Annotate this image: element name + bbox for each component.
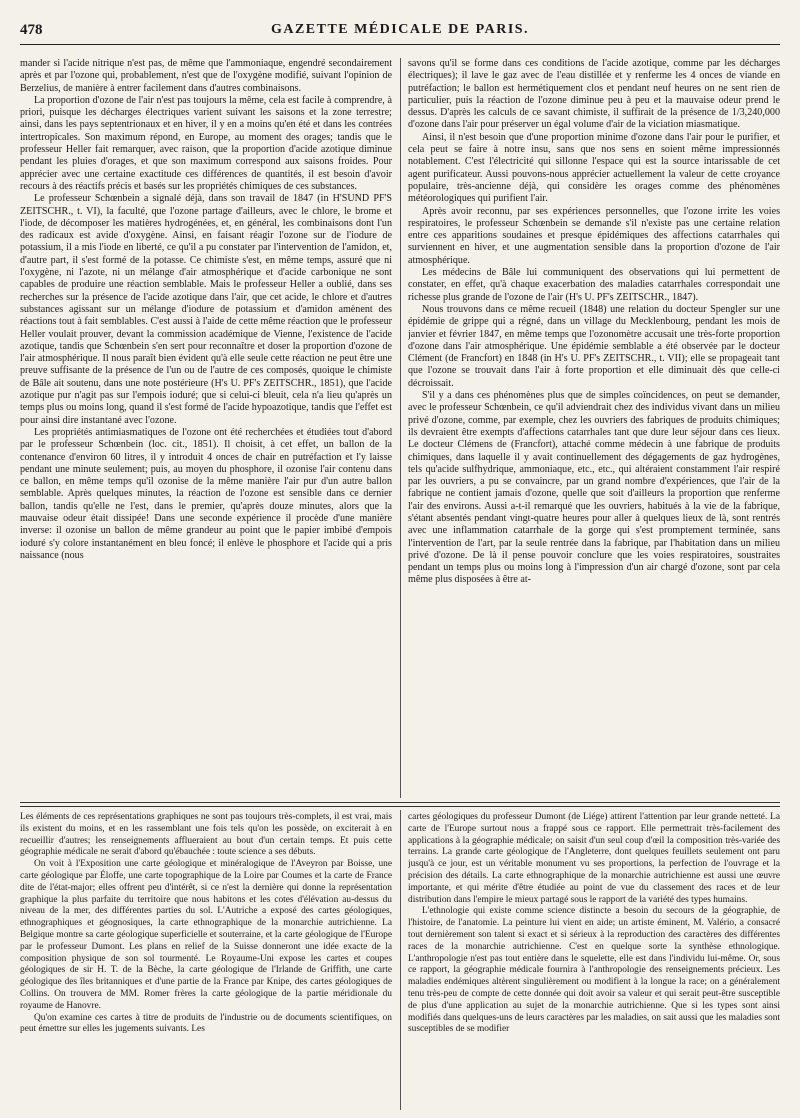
column-divider — [400, 810, 401, 1110]
paragraph: Qu'on examine ces cartes à titre de produits de l'industrie ou de documents scientifiques, on peut émettre sur elles les jugements suivants. Les — [20, 1012, 392, 1035]
section-divider — [20, 802, 780, 807]
paragraph: On voit à l'Exposition une carte géologique et minéralogique de l'Aveyron par Boisse, une carte géologique par Éloffe, une carte topographique de la Loire par Coumes et la carte de France dite de l'état-major; elles offrent peu d'intérêt, si ce n'est la dernière qui donne la représentation graphique la plus parfaite du territoire que nous habitons et les cotes d'élévation au-dessus du niveau de la mer, des différentes parties du sol. L'Autriche a exposé des cartes géologiques, ethnographiques et géognosiques, la carte ethnographique de la monarchie autrichienne. La Belgique montre sa carte géologique superficielle et souterraine, et la carte géologique de l'Europe par le professeur Dumont. Les plans en relief de la Suisse donneront une idée exacte de la composition physique de son sol tourmenté. Le Royaume-Uni expose les cartes et coupes géologiques de sir H. T. de la Bèche, la carte géologique de l'Irlande de Griffith, une carte géologique des îles britanniques et d'une partie de la France par Knipe, des cartes géologiques de Collins. On trouvera de MM. Romer frères la carte géologique de la partie méridionale du royaume de Hanovre. — [20, 859, 392, 1011]
paragraph: Les médecins de Bâle lui communiquent des observations qui lui permettent de constater, en effet, qu'à chaque exacerbation des maladies catarrhales correspondait une richesse plus grande de l'ozone de l'air (H's U. PF's ZEITSCHR., 1847). — [408, 267, 780, 303]
column-divider — [400, 58, 401, 798]
paragraph: Nous trouvons dans ce même recueil (1848) une relation du docteur Spengler sur une épidémie de grippe qui a régné, dans un village du Mecklenbourg, pendant les mois de janvier et février 1847, en même temps que l'ozonomètre accusait une très-forte proportion d'ozone dans l'air atmosphérique. Une épidémie semblable a été observée par le docteur Clément (de Francfort) en 1848 (in H's U. PF's ZEITSCHR., t. VII); elle se propageait tant que l'ozone se trouvait dans l'air à forte proportion et elle diminuait dès que celle-ci décroissait. — [408, 303, 780, 389]
page-header — [20, 22, 780, 45]
paragraph: savons qu'il se forme dans ces conditions de l'acide azotique, comme par les décharges électriques); il lave le gaz avec de l'eau distillée et y renferme les 4 onces de viande en putréfaction; le ballon est hermétiquement clos et pendant neuf heures on ne sent rien de particulier, puis la réaction de l'ozone diminue peu à peu et la mauvaise odeur prend le dessus. D'après les calculs de ce savant chimiste, il suffirait de la présence de 1/3,240,000 d'ozone dans l'air pour préserver un égal volume d'air de la viciation miasmatique. — [408, 58, 780, 131]
paragraph: Ainsi, il n'est besoin que d'une proportion minime d'ozone dans l'air pour le purifier, et cela peut se faire à notre insu, sans que nos sens en soient même impressionnés notablement. C'est l'électricité qui sillonne l'espace qui est la source intarissable de cet agent purificateur. Aussi pouvons-nous apprécier actuellement la valeur de cette croyance populaire, très-ancienne déjà, qui considère les orages comme des phénomènes météorologiques qui purifient l'air. — [408, 131, 780, 205]
paragraph: La proportion d'ozone de l'air n'est pas toujours la même, cela est facile à comprendre, à priori, puisque les décharges électriques varient suivant les saisons et la zone terrestre; ainsi, dans les pays septentrionaux et en hiver, il y en a moins qu'en été et dans les contrées intertropicales. Son maximum répond, en Europe, au moment des orages; tandis que le professeur Heller fait remarquer, avec raison, que la proportion d'acide azotique diminue pendant les pluies d'orages, et que son maximum correspond aux saisons froides. Pour apprécier avec une certaine exactitude ces différences de quantités, il est besoin d'avoir recours à des réactifs précis et basés sur les propriétés chimiques de ces substances. — [20, 94, 392, 192]
paragraph: cartes géologiques du professeur Dumont (de Liége) attirent l'attention par leur grande netteté. La carte de l'Europe surtout nous a frappé sous ce rapport. Elle permettrait très-facilement des applications à la géographie médicale; on saisit d'un seul coup d'œil la composition très-variée des terrains. La grande carte géologique de l'Angleterre, dont quelques feuillets seulement ont paru jusqu'à ce jour, est un véritable monument vu ses proportions, la perfection de l'ouvrage et la précision des détails. La carte ethnographique de la monarchie autrichienne est aussi une œuvre importante, et qui mérite d'être étudiée au point de vue du classement des races et de leur distribution dans l'empire le mieux partagé sous le rapport de la variété des types humains. — [408, 812, 780, 905]
top-right-column — [408, 58, 780, 796]
paragraph: S'il y a dans ces phénomènes plus que de simples coïncidences, on peut se demander, avec le professeur Schœnbein, ce qu'il adviendrait chez des individus vivant dans un milieu privé d'ozone, comme, par exemple, chez les ouvriers des fabriques de produits chimiques; ils devraient être exempts d'affections catarrhales tant que dure leur séjour dans ces lieux. Le docteur Clémens de (Francfort), attaché comme médecin à une fabrique de produits chimiques, dans laquelle il y avait continuellement des dégagements de gaz hydrogènes, tels qu'acide sulfhydrique, ammoniaque, etc., etc., qui altéraient constamment l'air respiré par les ouvriers, a pu se convaincre, par un grand nombre d'expériences, que l'air de la fabrique ne contient jamais d'ozone, quelle que soit d'ailleurs la proportion que renferme l'air des environs. Aussi a-t-il remarqué que les ouvriers, habitués à la vie de la fabrique, s'étant absentés pendant vingt-quatre heures pour aller à quelques lieux de là, sont rentrés avec une inflammation catarrhale de la gorge qui s'est promptement terminée, sans l'intervention de l'art, par la seule rentrée dans la fabrique, par l'habitation dans un milieu privé d'ozone. De là il pense pouvoir conclure que les voies respiratoires, soustraites pendant un temps plus ou moins long à l'impression d'un air chargé d'ozone, sont par cela même plus disposées à être at- — [408, 390, 780, 586]
paragraph: L'ethnologie qui existe comme science distincte a besoin du secours de la géographie, de l'histoire, de l'anatomie. La peinture lui vient en aide; un artiste éminent, M. Valério, a consacré tout dernièrement son talent si exact et si sérieux à la reproduction des caractères des différentes races de la monarchie autrichienne. C'est en quelque sorte la synthèse ethnologique. L'anthropologie n'est pas tout entière dans le squelette, elle est dans l'individu lui-même. Or, sous ce rapport, la géographie médicale fournira à l'anthropologie des renseignements précieux. Les maladies endémiques altèrent singulièrement ou modifient à la longue la race; on a généralement tenu très-peu de compte de cette donnée qui doit avoir sa valeur et qui serait peut-être susceptible de plus d'une application au sujet de la monarchie autrichienne. Que si les types sont ainsi modifiés dans quelques-uns de leurs caractères par les maladies, on sait aussi que les maladies sont susceptibles de se modifier — [408, 906, 780, 1035]
bottom-right-column — [408, 812, 780, 1112]
page-number: 478 — [20, 22, 43, 38]
paragraph: Le professeur Schœnbein a signalé déjà, dans son travail de 1847 (in H'SUND PF'S ZEITSCHR., t. VI), la faculté, que l'ozone partage d'ailleurs, avec le chlore, le brome et l'iode, de décomposer les matières hydrogénées, et, en général, les combinaisons dont l'un des radicaux est avide d'oxygène. Ainsi, en faisant réagir l'ozone sur de l'iodure de potassium, il a mis l'iode en liberté, ce qu'il a pu constater par l'intervention de l'amidon, et, d'autre part, il s'est formé de la potasse. Ce chimiste s'est, en même temps, assuré que ni l'oxygène, ni l'azote, ni un mélange d'air atmosphérique et d'acide carbonique ne sont capables de produire une réaction semblable. Mais le professeur Heller a oublié, dans ses recherches sur la présence de l'acide azotique dans l'air, que cet acide, le chlore et d'autres substances agissant sur un mélange d'iodure de potassium et d'amidon amènent des réactions tout à fait semblables. C'est aussi à l'aide de cette même réaction que le professeur Heller voulait prouver, devant la commission académique de Vienne, l'existence de l'acide azotique, tandis que Schœnbein s'en sert pour reconnaître et doser la proportion d'ozone de l'air atmosphérique. Il nous paraît bien évident qu'à elle seule cette réaction ne peut être une preuve suffisante de la présence de l'un ou de l'autre de ces composés, quoique le chimiste de Bâle ait soutenu, dans une note postérieure (H's U. PF's ZEITSCHR., 1851), que l'acide azotique pur n'agit pas sur l'empois ioduré; que si celui-ci bleuit, cela n'a lieu qu'après un temps plus ou moins long, quand il s'est formé de l'acide hypoazotique, tandis que l'effet est pour ainsi dire instantané avec l'ozone. — [20, 193, 392, 426]
paragraph: Après avoir reconnu, par ses expériences personnelles, que l'ozone irrite les voies respiratoires, le professeur Schœnbein se demande s'il n'existe pas une certaine relation entre ces apparitions soudaines et presque épidémiques des affections catarrhales qui surviennent en hiver, et une augmentation sensible dans la proportion d'ozone de l'air atmosphérique. — [408, 205, 780, 266]
top-left-column — [20, 58, 392, 796]
paragraph: mander si l'acide nitrique n'est pas, de même que l'ammoniaque, engendré secondairement après et par l'ozone qui, probablement, n'est que de l'oxygène modifié, suivant l'opinion de Berzelius, de manière à entrer facilement dans d'autres combinaisons. — [20, 58, 392, 94]
paragraph: Les propriétés antimiasmatiques de l'ozone ont été recherchées et étudiées tout d'abord par le professeur Schœnbein (loc. cit., 1851). Il choisit, à cet effet, un ballon de la contenance d'environ 60 litres, il y introduit 4 onces de chair en putréfaction et l'y laisse pendant une minute seulement; puis, au moyen du phosphore, il ozonise l'air contenu dans ce ballon, en même temps qu'il ozonise de la même manière l'air pur d'un autre ballon semblable. Après quelques minutes, la réaction de l'ozone est sensible dans ce dernier ballon, tandis qu'elle ne l'est, dans le premier, qu'après douze minutes, alors que la mauvaise odeur était dissipée! Dans une seconde expérience il procède d'une manière inverse: il ozonise un ballon de même grandeur au point que le papier imbibé d'empois ioduré s'y colore instantanément en bleu foncé; il enlève le phosphore et l'acide qui a pris naissance (nous — [20, 426, 392, 561]
bottom-left-column — [20, 812, 392, 1112]
paragraph: Les éléments de ces représentations graphiques ne sont pas toujours très-complets, il est vrai, mais ils existent du moins, et en les rassemblant une fois tels qu'on les possède, on exciterait à en recueillir d'autres; les renseignements afflueraient au bout d'un certain temps. Et puis cette géographie médicale ne serait d'abord qu'ébauchée : toute science a ses débuts. — [20, 812, 392, 858]
journal-title: GAZETTE MÉDICALE DE PARIS. — [270, 22, 530, 37]
